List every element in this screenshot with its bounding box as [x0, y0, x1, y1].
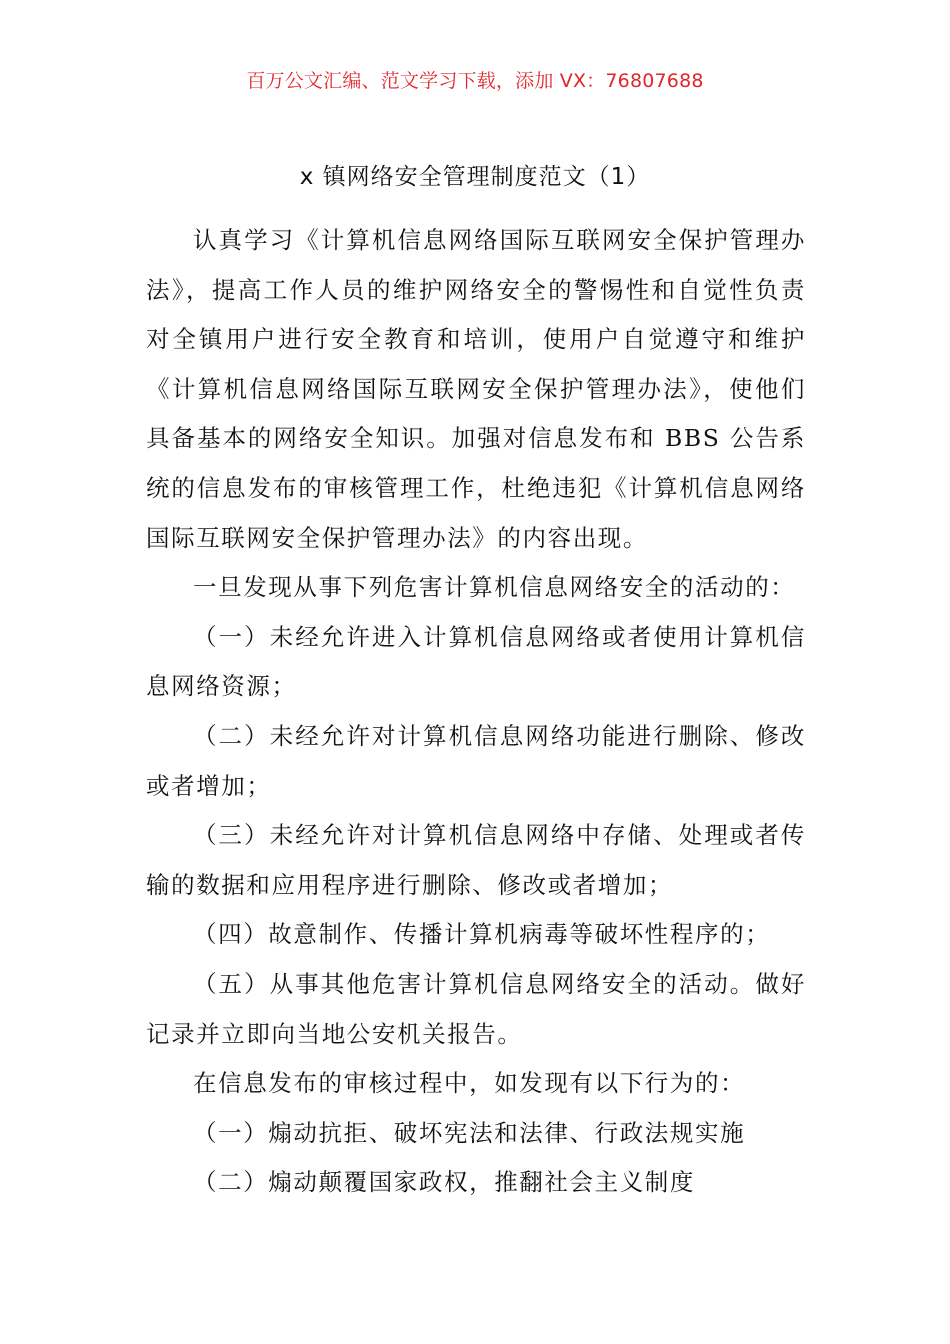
paragraph-review-lead: 在信息发布的审核过程中，如发现有以下行为的： — [193, 1069, 746, 1098]
list-item-activity-2: （二）未经允许对计算机信息网络功能进行删除、修改或者增加； — [146, 721, 806, 800]
download-banner: 百万公文汇编、范文学习下载，添加 VX：76807688 — [246, 70, 704, 92]
list-item-activity-1: （一）未经允许进入计算机信息网络或者使用计算机信息网络资源； — [146, 622, 806, 701]
paragraph-activities-lead: 一旦发现从事下列危害计算机信息网络安全的活动的： — [193, 573, 796, 602]
document-body — [146, 216, 806, 1208]
paragraph-intro: 认真学习《计算机信息网络国际互联网安全保护管理办法》，提高工作人员的维护网络安全的警惕性和自觉性负责对全镇用户进行安全教育和培训，使用户自觉遵守和维护《计算机信息网络国际互联网安全保护管理办法》，使他们具备基本的网络安全知识。加强对信息发布和 BBS 公告系统的信息发布的审核管理工作，杜绝违犯《计算机信息网络国际互联网安全保护管理办法》的内容出现。 — [146, 226, 806, 552]
document-title: x 镇网络安全管理制度范文（1） — [299, 164, 651, 190]
list-item-activity-3: （三）未经允许对计算机信息网络中存储、处理或者传输的数据和应用程序进行删除、修改或者增加； — [146, 821, 806, 899]
list-item-activity-5: （五）从事其他危害计算机信息网络安全的活动。做好记录并立即向当地公安机关报告。 — [146, 969, 806, 1048]
list-item-behavior-1: （一）煽动抗拒、破坏宪法和法律、行政法规实施 — [193, 1118, 746, 1147]
list-item-activity-4: （四）故意制作、传播计算机病毒等破坏性程序的； — [193, 920, 771, 949]
list-item-behavior-2: （二）煽动颠覆国家政权，推翻社会主义制度 — [193, 1168, 695, 1197]
